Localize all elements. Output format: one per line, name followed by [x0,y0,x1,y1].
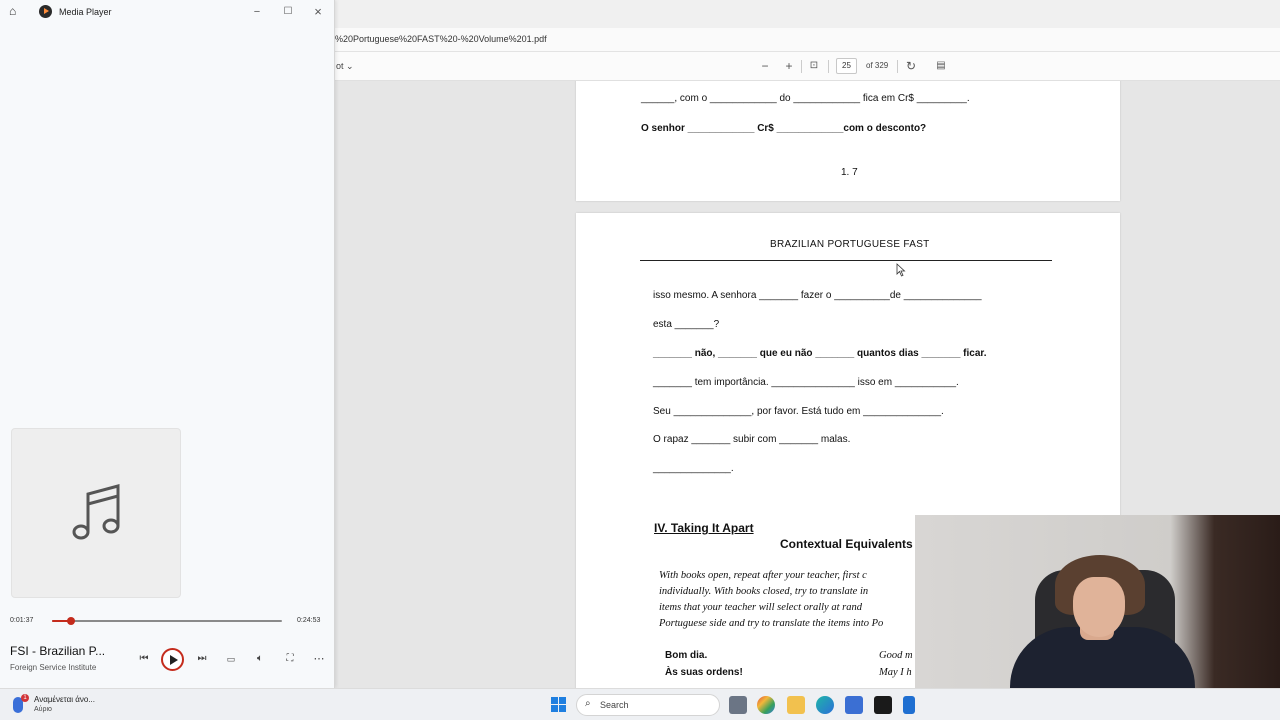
webcam-overlay [915,515,1280,688]
phrase-portuguese: Às suas ordens! [665,667,743,678]
home-icon[interactable]: ⌂ [9,4,17,18]
search-placeholder: Search [600,700,629,710]
phrase-portuguese: Bom dia. [665,650,708,661]
total-duration: 0:24:53 [297,617,321,624]
media-player-titlebar[interactable] [0,0,335,24]
close-icon[interactable]: × [314,4,322,19]
taskbar [0,688,1280,720]
seek-thumb[interactable] [67,617,75,625]
doc-line: O rapaz _______ subir com _______ malas. [653,434,851,445]
header-rule [640,260,1052,261]
weather-title: Αναμένεται άνο... [34,695,95,704]
track-title[interactable]: FSI - Brazilian P... [10,644,106,658]
minimize-icon[interactable]: − [253,6,261,18]
music-note-icon [72,484,122,544]
taskbar-app-icon[interactable] [903,696,915,714]
album-art [11,428,181,598]
section-title: IV. Taking It Apart [654,521,754,535]
toolbar-divider [828,60,829,73]
instruction-line: Portuguese side and try to translate the items into Po [659,618,884,629]
doc-line: ______, com o ____________ do ____________ fica em Cr$ _________. [641,93,970,104]
page-header: BRAZILIAN PORTUGUESE FAST [770,239,930,250]
toolbar-divider [897,60,898,73]
edge-browser-icon[interactable] [816,696,834,714]
doc-line: isso mesmo. A senhora _______ fazer o __________de ______________ [653,290,982,301]
doc-line: ______________. [653,463,734,474]
next-track-icon[interactable]: ⏭ [197,653,207,664]
chevron-down-icon: ⌄ [346,61,354,71]
draw-label: ot [336,61,344,71]
seek-bar[interactable] [52,620,282,622]
doc-line: esta _______? [653,319,720,330]
notification-badge: 1 [21,694,29,702]
toolbar-divider [801,60,802,73]
page-total: of 329 [866,61,889,70]
full-screen-icon[interactable]: ⛶ [286,653,294,664]
fit-page-icon[interactable]: ⊡ [809,60,819,71]
start-button[interactable] [551,697,567,713]
task-view-icon[interactable] [729,696,747,714]
search-icon: ⌕ [585,698,591,709]
track-artist[interactable]: Foreign Service Institute [10,663,97,672]
more-options-icon[interactable]: ⋯ [313,653,325,665]
instruction-line: items that your teacher will select orally at rand [659,602,862,613]
amazon-icon[interactable] [874,696,892,714]
media-player-window [0,0,335,688]
section-subtitle: Contextual Equivalents [780,537,913,551]
page-view-icon[interactable]: ▤ [936,60,946,71]
play-button[interactable] [161,648,184,671]
maximize-icon[interactable]: ☐ [283,6,293,17]
draw-menu[interactable] [336,61,354,72]
copilot-icon[interactable] [757,696,775,714]
phrase-english: Good m [879,650,913,661]
zoom-in-icon[interactable]: + [785,59,793,73]
miniplayer-icon[interactable]: ▭ [226,654,236,664]
page-number-label: 1. 7 [841,167,858,178]
mouse-cursor-icon [896,263,906,277]
doc-line: Seu ______________, por favor. Está tudo em ______________. [653,406,944,417]
doc-line: O senhor ____________ Cr$ ____________com o desconto? [641,123,927,134]
file-explorer-icon[interactable] [787,696,805,714]
previous-track-icon[interactable]: ⏮ [139,653,149,664]
webcam-person-face [1073,577,1125,637]
media-player-logo-icon [39,5,52,18]
microsoft-store-icon[interactable] [845,696,863,714]
elapsed-time: 0:01:37 [10,617,34,624]
volume-icon[interactable]: 🔈︎ [257,653,263,664]
pdf-page [576,81,1120,201]
doc-line: _______ não, _______ que eu não _______ quantos dias _______ ficar. [653,348,987,359]
phrase-english: May I h [879,667,912,678]
zoom-out-icon[interactable]: − [761,59,769,73]
instruction-line: With books open, repeat after your teacher, first c [659,570,867,581]
doc-line: _______ tem importância. _______________ isso em ___________. [653,377,959,388]
weather-subtitle: Αύριο [34,706,52,713]
app-title: Media Player [59,7,112,17]
page-number-input[interactable]: 25 [836,58,857,74]
rotate-icon[interactable]: ↻ [905,59,917,73]
instruction-line: individually. With books closed, try to translate in [659,586,869,597]
taskbar-search[interactable] [576,694,720,716]
pdf-url[interactable]: %20Portuguese%20FAST%20-%20Volume%201.pdf [335,34,547,44]
windows-logo-icon [551,697,558,704]
